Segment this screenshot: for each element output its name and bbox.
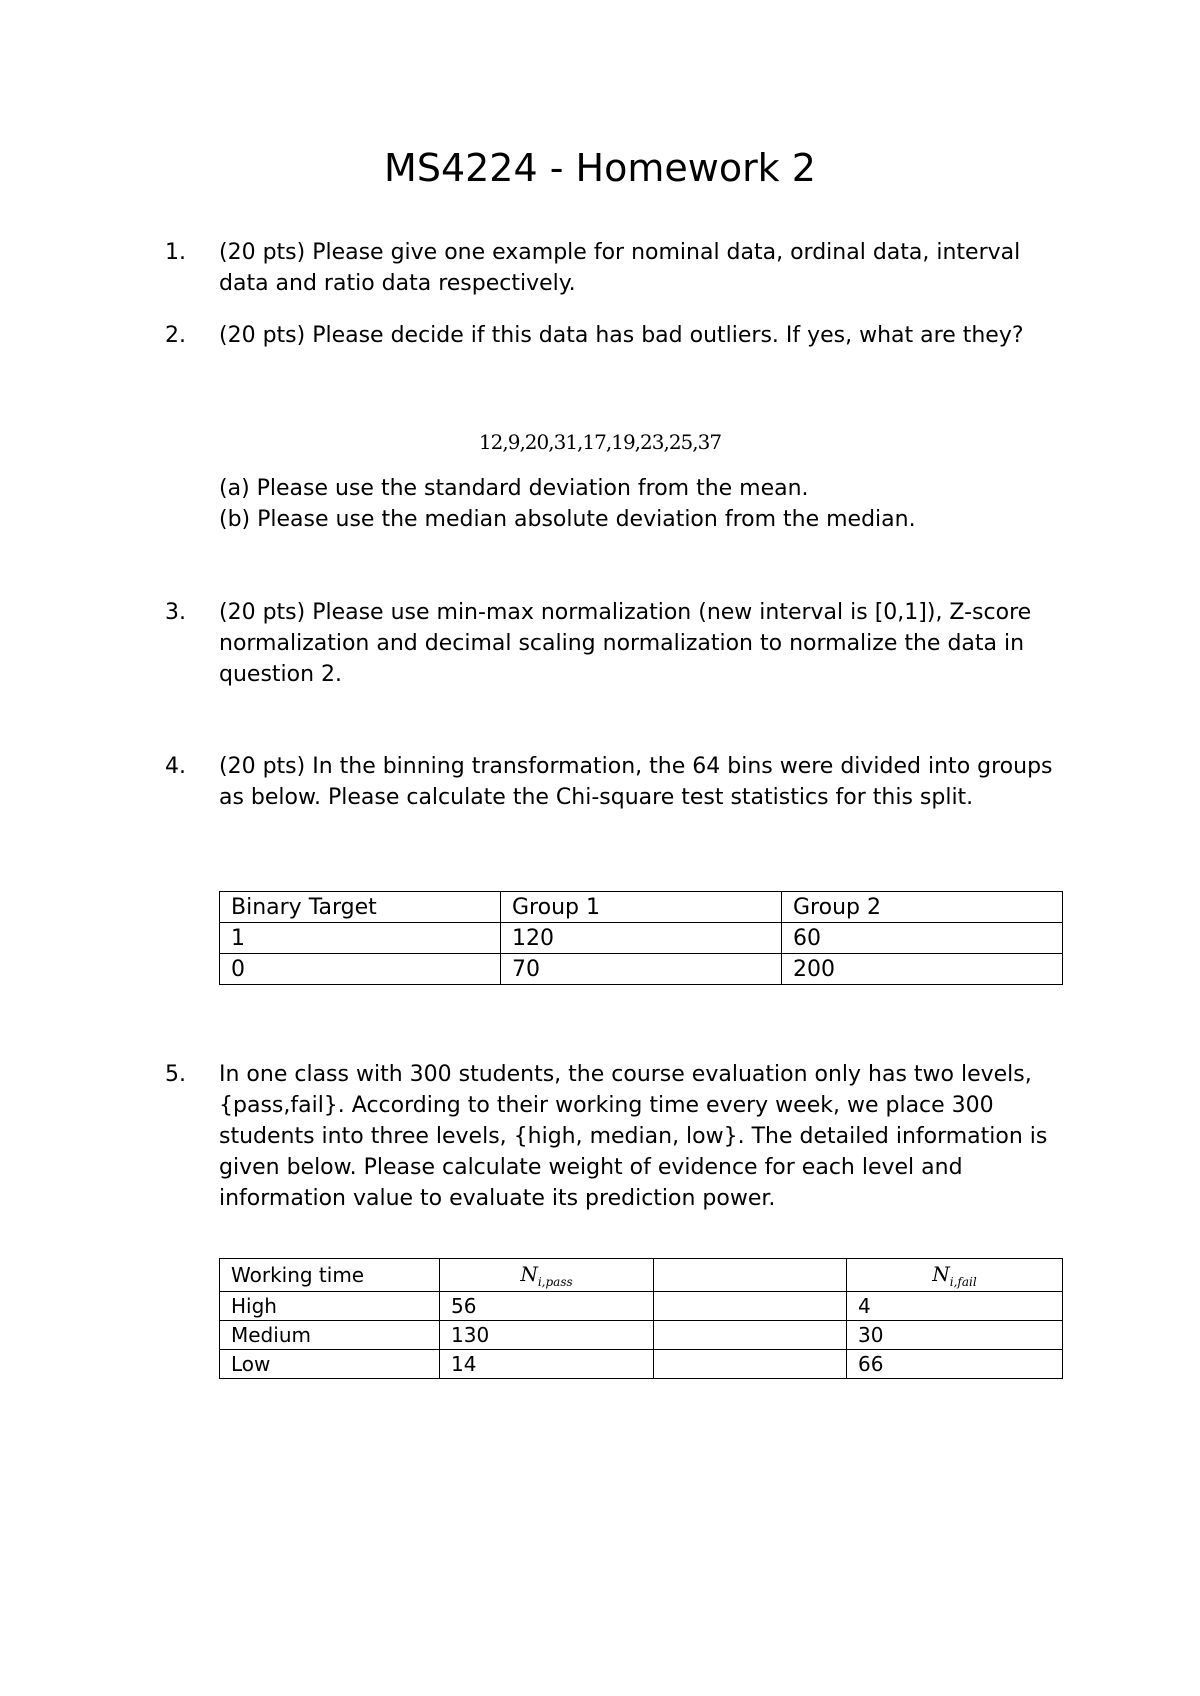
question-3 <box>165 597 1065 690</box>
table-header-cell <box>654 1259 847 1292</box>
table-header-row <box>220 1259 1063 1292</box>
table-header-row <box>220 892 1063 923</box>
chi-square-table <box>219 891 1063 985</box>
page-title: MS4224 - Homework 2 <box>384 146 816 190</box>
table-row <box>220 923 1063 954</box>
question-2-part-a: (a) Please use the standard deviation from the mean. <box>219 476 809 501</box>
question-text: (20 pts) Please use min-max normalization (new interval is [0,1]), Z-score normalization and decimal scaling normalization to normalize the data in question 2. <box>219 600 1032 687</box>
table-header-cell <box>847 1259 1063 1292</box>
question-text: (20 pts) Please decide if this data has bad outliers. If yes, what are they? <box>219 323 1024 348</box>
table-cell: 0 <box>220 954 501 985</box>
table-cell <box>654 1321 847 1350</box>
question-number: 3. <box>165 600 186 625</box>
n-pass-symbol: $N_{i,pass}$ <box>520 1261 573 1289</box>
table-header-cell: Group 2 <box>782 892 1063 923</box>
question-text: (20 pts) Please give one example for nominal data, ordinal data, interval data and ratio data respectively. <box>219 240 1021 296</box>
question-number: 4. <box>165 754 186 779</box>
table-header-cell: Binary Target <box>220 892 501 923</box>
table-header-cell: Working time <box>220 1259 440 1292</box>
table-cell: 14 <box>440 1350 654 1379</box>
table-cell: 60 <box>782 923 1063 954</box>
working-time-table <box>219 1258 1063 1379</box>
table-row <box>220 1292 1063 1321</box>
table-cell: 1 <box>220 923 501 954</box>
table-cell: 56 <box>440 1292 654 1321</box>
question-number: 1. <box>165 240 186 265</box>
question-5 <box>165 1059 1065 1214</box>
table-cell: Medium <box>220 1321 440 1350</box>
table-row <box>220 1350 1063 1379</box>
table-cell: Low <box>220 1350 440 1379</box>
table-row <box>220 954 1063 985</box>
table-row <box>220 1321 1063 1350</box>
question-1 <box>165 237 1065 299</box>
n-fail-symbol: $N_{i,fail}$ <box>932 1261 977 1289</box>
question-text: (20 pts) In the binning transformation, the 64 bins were divided into groups as below. Please calculate the Chi-square test statistics for this split. <box>219 754 1053 810</box>
table-cell: 4 <box>847 1292 1063 1321</box>
question-number: 2. <box>165 323 186 348</box>
table-header-cell: Group 1 <box>501 892 782 923</box>
table-cell: 66 <box>847 1350 1063 1379</box>
question-2 <box>165 320 1065 351</box>
table-cell: 200 <box>782 954 1063 985</box>
table-cell <box>654 1350 847 1379</box>
table-header-cell <box>440 1259 654 1292</box>
question-number: 5. <box>165 1062 186 1087</box>
table-cell: 130 <box>440 1321 654 1350</box>
table-cell <box>654 1292 847 1321</box>
question-text: In one class with 300 students, the course evaluation only has two levels, {pass,fail}. According to their working time every week, we place 300 students into three levels, {high, median, low}. The detailed information is given below. Please calculate weight of evidence for each level and information value to evaluate its prediction power. <box>219 1062 1048 1211</box>
table-cell: 70 <box>501 954 782 985</box>
question-2-part-b: (b) Please use the median absolute deviation from the median. <box>219 507 916 532</box>
question-4 <box>165 751 1065 813</box>
table-cell: High <box>220 1292 440 1321</box>
table-cell: 30 <box>847 1321 1063 1350</box>
table-cell: 120 <box>501 923 782 954</box>
data-series: 12,9,20,31,17,19,23,25,37 <box>478 430 722 454</box>
